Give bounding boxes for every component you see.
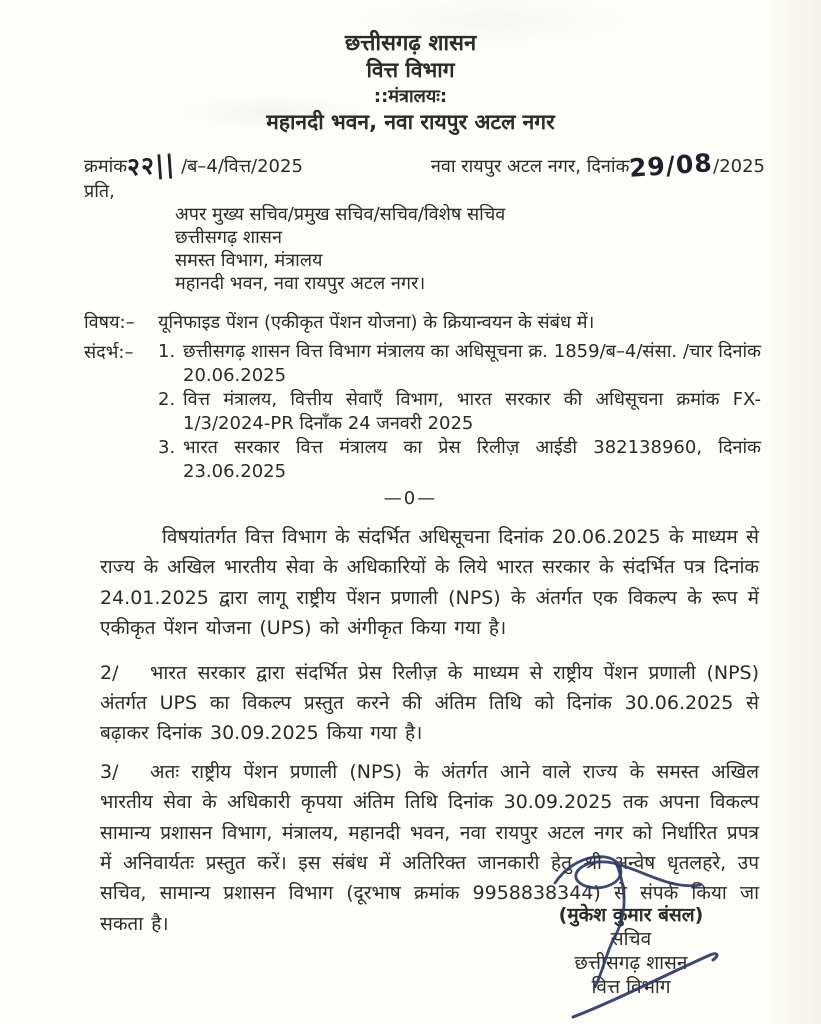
salutation: प्रति, <box>84 181 115 202</box>
reference-item-text: वित्त मंत्रालय, वित्तीय सेवाएँ विभाग, भारत सरकार की अधिसूचना क्रमांक FX-1/3/2024-PR दिनाँक 24 जनवरी 2025 <box>183 389 761 434</box>
letter-number-printed: /ब–4/वित्त/2025 <box>181 156 303 177</box>
reference-item-number: 3. <box>158 437 176 458</box>
letter-number-handwritten: २२|| <box>126 149 177 182</box>
reference-number-line <box>0 146 821 183</box>
signatory-org-line1: छत्तीसगढ़ शासन <box>574 952 688 974</box>
signatory-designation: सचिव <box>610 928 652 950</box>
reference-item-text: छत्तीसगढ़ शासन वित्त विभाग मंत्रालय का अधिसूचना क्र. 1859/ब–4/संसा. /चार दिनांक 20.06.2025 <box>183 341 761 386</box>
paragraph-number: 2/ <box>100 661 119 684</box>
date-year-printed: /2025 <box>713 156 765 177</box>
reference-item-number: 2. <box>158 389 176 410</box>
place-date-label: नवा रायपुर अटल नगर, दिनांक <box>430 156 630 177</box>
letter-number-label: क्रमांक <box>84 156 128 177</box>
addressee-line: अपर मुख्य सचिव/प्रमुख सचिव/सचिव/विशेष सचिव <box>175 204 506 225</box>
reference-item <box>158 436 761 484</box>
reference-item <box>158 388 761 436</box>
references-list <box>158 340 761 484</box>
paragraph-text: अतः राष्ट्रीय पेंशन प्रणाली (NPS) के अंतर्गत आने वाले राज्य के समस्त अखिल भारतीय सेवा के अधिकारी कृपया अंतिम तिथि दिनांक 30.09.2025 तक अपना विकल्प सामान्य प्रशासन विभाग, मंत्रालय, महानदी भवन, नवा रायपुर अटल नगर को निर्धारित प्रपत्र में अनिवार्यतः प्रस्तुत करें। इस संबंध में अतिरिक्त जानकारी हेतु श्री अन्वेष धृतलहरे, उप सचिव, सामान्य प्रशासन विभाग (दूरभाष क्रमांक 9958838344) से संपर्क किया जा सकता है। <box>100 760 759 935</box>
body-paragraph-1 <box>100 522 759 644</box>
reference-item-number: 1. <box>158 341 176 362</box>
letterhead-ministry: ::मंत्रालयः: <box>373 86 448 107</box>
addressee-line: महानदी भवन, नवा रायपुर अटल नगर। <box>175 273 426 294</box>
letterhead-government: छत्तीसगढ़ शासन <box>344 31 477 56</box>
letterhead-address: महानदी भवन, नवा रायपुर अटल नगर <box>266 110 555 134</box>
subject-text: यूनिफाइड पेंशन (एकीकृत पेंशन योजना) के क्रियान्वयन के संबंध में। <box>158 312 595 333</box>
paragraph-number: 3/ <box>100 760 119 783</box>
signature-block <box>500 903 762 999</box>
reference-item-text: भारत सरकार वित्त मंत्रालय का प्रेस रिलीज़ आईडी 382138960, दिनांक 23.06.2025 <box>183 437 761 482</box>
signatory-name: (मुकेश कुमार बंसल) <box>558 904 704 926</box>
paragraph-text: भारत सरकार द्वारा संदर्भित प्रेस रिलीज़ के माध्यम से राष्ट्रीय पेंशन प्रणाली (NPS) अंतर्गत UPS का विकल्प प्रस्तुत करने की अंतिम तिथि को दिनांक 30.06.2025 से बढ़ाकर दिनांक 30.09.2025 किया गया है। <box>100 661 759 745</box>
addressee-line: समस्त विभाग, मंत्रालय <box>175 250 323 271</box>
subject-row <box>0 311 821 335</box>
body-paragraph-2 <box>100 658 759 749</box>
addressee-block <box>175 203 821 295</box>
reference-item <box>158 340 761 388</box>
date-handwritten: 29/08 <box>628 148 715 183</box>
paragraph-text: विषयांतर्गत वित्त विभाग के संदर्भित अधिसूचना दिनांक 20.06.2025 के माध्यम से राज्य के अखिल भारतीय सेवा के अधिकारियों के लिये भारत सरकार के संदर्भित पत्र दिनांक 24.01.2025 द्वारा लागू राष्ट्रीय पेंशन प्रणाली (NPS) के अंतर्गत एक विकल्प के रूप में एकीकृत पेंशन योजना (UPS) को अंगीकृत किया गया है। <box>100 526 759 640</box>
letterhead-department: वित्त विभाग <box>366 58 455 82</box>
section-separator: —0— <box>383 488 438 509</box>
addressee-line: छत्तीसगढ़ शासन <box>175 227 282 248</box>
letter-number <box>84 146 303 180</box>
signatory-org-line2: वित्त विभाग <box>591 976 671 998</box>
references-row <box>0 340 821 484</box>
subject-label: विषय:– <box>84 312 135 333</box>
references-label: संदर्भ:– <box>84 342 134 363</box>
letterhead <box>0 0 821 136</box>
place-and-date <box>430 148 765 183</box>
